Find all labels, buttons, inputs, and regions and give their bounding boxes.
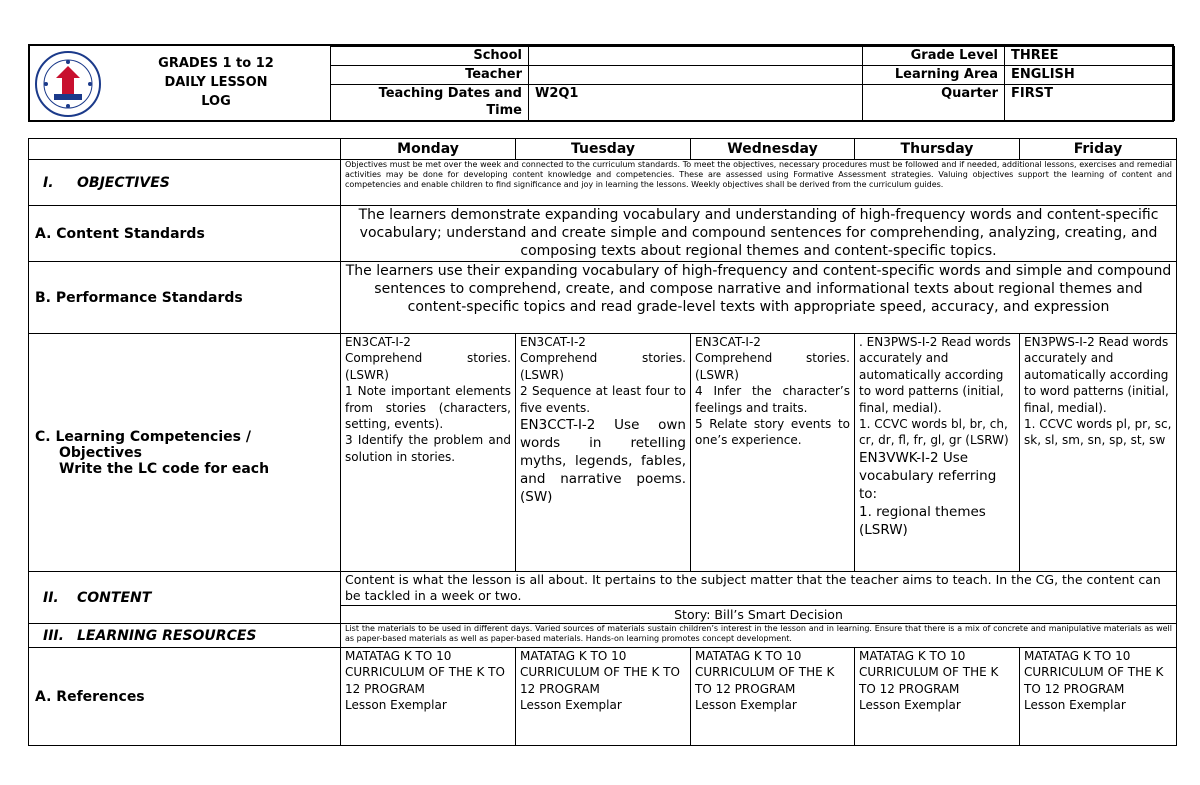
thursday-line-3: EN3VWK-I-2 Use vocabulary referring to: <box>859 449 997 502</box>
content-story: Story: Bill’s Smart Decision <box>341 606 1177 624</box>
competencies-label-line1: C. Learning Competencies / <box>35 428 251 445</box>
school-label: School <box>331 47 529 66</box>
competencies-label <box>29 334 341 572</box>
day-monday: Monday <box>341 139 516 160</box>
learning-area-label: Learning Area <box>863 66 1005 85</box>
friday-line-2: 1. CCVC words pl, pr, sc, sk, sl, sm, sn, sp, st, sw <box>1024 417 1172 448</box>
grade-level-value: THREE <box>1005 47 1175 66</box>
reference-friday <box>1020 648 1177 746</box>
teaching-dates-label-line2: Time <box>486 103 522 118</box>
content-title: CONTENT <box>77 589 152 606</box>
content-standards-text: The learners demonstrate expanding vocabulary and understanding of high-frequency words and content-specific vocabulary; understand and create simple and compound sentences for comprehending, analyzing, creating, and composing texts about regional themes and content-specific topics. <box>341 206 1177 262</box>
deped-seal-icon <box>34 50 102 118</box>
monday-line-4: 3 Identify the problem and solution in stories. <box>345 433 511 464</box>
teaching-dates-value[interactable]: W2Q1 <box>529 85 863 121</box>
dll-title <box>108 54 324 111</box>
thursday-line-2: 1. CCVC words bl, br, ch, cr, dr, fl, fr, gl, gr (LSRW) <box>859 417 1009 448</box>
reference-monday <box>341 648 516 746</box>
grade-level-label: Grade Level <box>863 47 1005 66</box>
tuesday-line-3: 2 Sequence at least four to five events. <box>520 384 686 415</box>
competency-monday <box>341 334 516 572</box>
learning-resources-label <box>29 624 341 648</box>
thursday-line-4: 1. regional themes (LSRW) <box>859 503 986 538</box>
objectives-label <box>29 160 341 206</box>
references-label: A. References <box>29 648 341 746</box>
content-standards-label: A. Content Standards <box>29 206 341 262</box>
wednesday-code: EN3CAT-I-2 <box>695 335 761 349</box>
tuesday-code: EN3CAT-I-2 <box>520 335 586 349</box>
quarter-label: Quarter <box>863 85 1005 121</box>
wednesday-line-2: Comprehend stories. (LSWR) <box>695 351 850 382</box>
reference-wednesday-source: MATATAG K TO 10 CURRICULUM OF THE K TO 12 PROGRAM <box>695 649 835 696</box>
dll-main-table <box>28 138 1177 746</box>
content-row <box>29 572 1177 606</box>
reference-wednesday-type: Lesson Exemplar <box>695 698 797 713</box>
content-num: II. <box>43 589 59 606</box>
objectives-row <box>29 160 1177 206</box>
dll-header <box>28 44 1174 122</box>
content-label <box>29 572 341 624</box>
reference-wednesday <box>691 648 855 746</box>
reference-friday-type: Lesson Exemplar <box>1024 698 1126 713</box>
reference-friday-source: MATATAG K TO 10 CURRICULUM OF THE K TO 12 PROGRAM <box>1024 649 1164 696</box>
thursday-line-1: . EN3PWS-I-2 Read words accurately and automatically according to word patterns (initial, final, medial). <box>859 335 1011 415</box>
reference-monday-source: MATATAG K TO 10 CURRICULUM OF THE K TO 12 PROGRAM <box>345 649 505 696</box>
friday-line-1: EN3PWS-I-2 Read words accurately and automatically according to word patterns (initial, final, medial). <box>1024 335 1169 415</box>
competency-friday <box>1020 334 1177 572</box>
learning-resources-title: LEARNING RESOURCES <box>77 627 257 644</box>
day-tuesday: Tuesday <box>516 139 691 160</box>
performance-standards-label: B. Performance Standards <box>29 262 341 334</box>
competency-tuesday <box>516 334 691 572</box>
performance-standards-row <box>29 262 1177 334</box>
references-row <box>29 648 1177 746</box>
competencies-label-line3: Write the LC code for each <box>59 460 270 477</box>
reference-thursday <box>855 648 1020 746</box>
tuesday-line-2: Comprehend stories. (LSWR) <box>520 351 686 382</box>
reference-tuesday <box>516 648 691 746</box>
objectives-text: Objectives must be met over the week and connected to the curriculum standards. To meet the objectives, necessary procedures must be followed and if needed, additional lessons, exercises and remedial activities may be done for developing content knowledge and competencies. These are assessed using Formative Assessment strategies. Valuing objectives support the learning of content and competencies and enable children to find significance and joy in learning the lessons. Weekly objectives shall be derived from the curriculum guides. <box>341 160 1177 206</box>
teacher-field[interactable] <box>529 66 863 85</box>
title-line-1: GRADES 1 to 12 <box>158 56 274 71</box>
monday-line-3: 1 Note important elements from stories (characters, setting, events). <box>345 384 511 432</box>
tuesday-line-4: EN3CCT-I-2 Use own words in retelling myths, legends, fables, and narrative poems. (SW) <box>520 417 686 506</box>
learning-area-value: ENGLISH <box>1005 66 1175 85</box>
reference-monday-type: Lesson Exemplar <box>345 698 447 713</box>
quarter-value: FIRST <box>1005 85 1175 121</box>
wednesday-line-3: 4 Infer the character’s feelings and traits. <box>695 384 850 415</box>
competencies-row <box>29 334 1177 572</box>
monday-line-2: Comprehend stories. (LSWR) <box>345 351 511 382</box>
content-standards-row <box>29 206 1177 262</box>
day-friday: Friday <box>1020 139 1177 160</box>
objectives-num: I. <box>43 174 54 191</box>
title-line-3: LOG <box>201 94 231 109</box>
teaching-dates-label-line1: Teaching Dates and <box>378 86 522 101</box>
days-row <box>29 139 1177 160</box>
days-corner <box>29 139 341 160</box>
competency-wednesday <box>691 334 855 572</box>
monday-code: EN3CAT-I-2 <box>345 335 411 349</box>
wednesday-line-4: 5 Relate story events to one’s experience. <box>695 417 850 448</box>
reference-tuesday-type: Lesson Exemplar <box>520 698 622 713</box>
reference-thursday-type: Lesson Exemplar <box>859 698 961 713</box>
learning-resources-num: III. <box>43 627 64 644</box>
competencies-label-line2: Objectives <box>59 444 142 461</box>
header-info-grid <box>330 46 1175 121</box>
reference-tuesday-source: MATATAG K TO 10 CURRICULUM OF THE K TO 12 PROGRAM <box>520 649 680 696</box>
objectives-title: OBJECTIVES <box>77 174 170 191</box>
school-field[interactable] <box>529 47 863 66</box>
title-line-2: DAILY LESSON <box>164 75 268 90</box>
reference-thursday-source: MATATAG K TO 10 CURRICULUM OF THE K TO 12 PROGRAM <box>859 649 999 696</box>
learning-resources-row <box>29 624 1177 648</box>
competency-thursday <box>855 334 1020 572</box>
day-thursday: Thursday <box>855 139 1020 160</box>
learning-resources-text: List the materials to be used in different days. Varied sources of materials sustain children’s interest in the lesson and in learning. Ensure that there is a mix of concrete and manipulative materials as well as paper-based materials as well as paper-based materials. Hands-on learning promotes concept development. <box>341 624 1177 648</box>
performance-standards-text: The learners use their expanding vocabulary of high-frequency and content-specific words and simple and compound sentences to comprehend, create, and compose narrative and informational texts about regional themes and content-specific topics and read grade-level texts with appropriate speed, accuracy, and expression <box>341 262 1177 334</box>
day-wednesday: Wednesday <box>691 139 855 160</box>
teacher-label: Teacher <box>331 66 529 85</box>
content-text: Content is what the lesson is all about. It pertains to the subject matter that the teacher aims to teach. In the CG, the content can be tackled in a week or two. <box>341 572 1177 606</box>
teaching-dates-label <box>331 85 529 121</box>
